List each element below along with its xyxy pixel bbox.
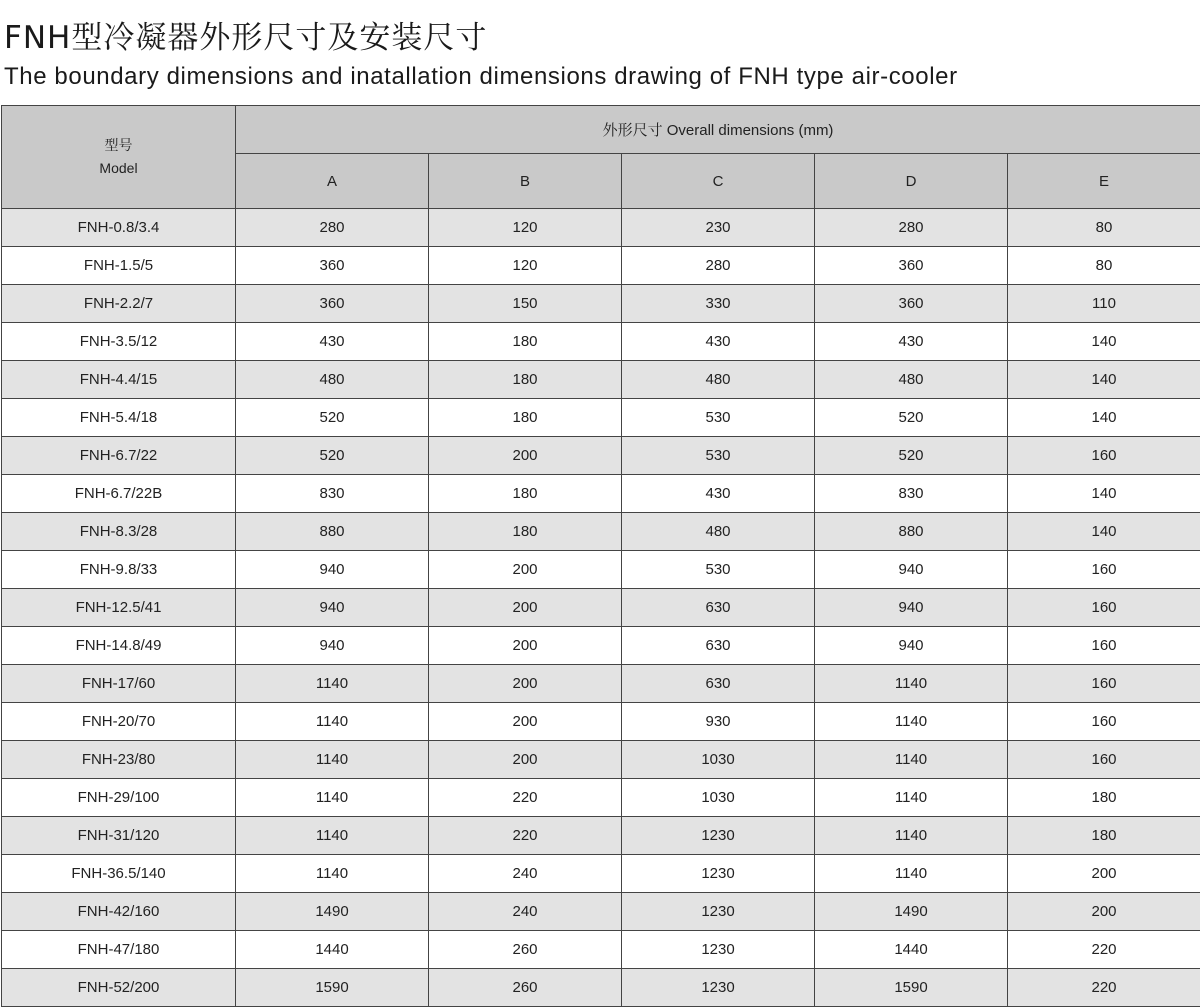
cell-model: FNH-9.8/33 (2, 551, 236, 589)
cell-c: 430 (622, 475, 815, 513)
table-row (2, 513, 1200, 551)
cell-e: 220 (1008, 931, 1200, 969)
cell-c: 280 (622, 247, 815, 285)
cell-model: FNH-20/70 (2, 703, 236, 741)
cell-e: 80 (1008, 247, 1200, 285)
cell-c: 330 (622, 285, 815, 323)
cell-a: 430 (236, 323, 429, 361)
table-row (2, 361, 1200, 399)
cell-a: 880 (236, 513, 429, 551)
header-col-b: B (429, 154, 622, 209)
cell-e: 110 (1008, 285, 1200, 323)
cell-c: 1030 (622, 779, 815, 817)
cell-d: 1590 (815, 969, 1008, 1007)
table-row (2, 285, 1200, 323)
cell-c: 930 (622, 703, 815, 741)
cell-d: 1490 (815, 893, 1008, 931)
cell-d: 360 (815, 247, 1008, 285)
cell-b: 200 (429, 703, 622, 741)
cell-c: 430 (622, 323, 815, 361)
cell-b: 200 (429, 741, 622, 779)
header-model (2, 106, 236, 209)
cell-c: 530 (622, 551, 815, 589)
cell-b: 200 (429, 437, 622, 475)
cell-d: 280 (815, 209, 1008, 247)
cell-e: 80 (1008, 209, 1200, 247)
cell-c: 1230 (622, 969, 815, 1007)
cell-d: 940 (815, 589, 1008, 627)
cell-model: FNH-6.7/22B (2, 475, 236, 513)
table-body (2, 209, 1200, 1007)
cell-d: 1440 (815, 931, 1008, 969)
cell-e: 140 (1008, 475, 1200, 513)
table-row (2, 323, 1200, 361)
table-row (2, 589, 1200, 627)
table-row (2, 399, 1200, 437)
cell-e: 160 (1008, 551, 1200, 589)
cell-model: FNH-42/160 (2, 893, 236, 931)
cell-a: 830 (236, 475, 429, 513)
cell-model: FNH-12.5/41 (2, 589, 236, 627)
cell-b: 200 (429, 665, 622, 703)
table-row (2, 931, 1200, 969)
table-row (2, 817, 1200, 855)
cell-model: FNH-8.3/28 (2, 513, 236, 551)
cell-b: 260 (429, 969, 622, 1007)
cell-a: 940 (236, 589, 429, 627)
cell-c: 230 (622, 209, 815, 247)
cell-model: FNH-29/100 (2, 779, 236, 817)
cell-c: 530 (622, 399, 815, 437)
cell-c: 1230 (622, 817, 815, 855)
cell-model: FNH-6.7/22 (2, 437, 236, 475)
cell-d: 1140 (815, 665, 1008, 703)
cell-d: 480 (815, 361, 1008, 399)
cell-a: 1140 (236, 741, 429, 779)
cell-model: FNH-47/180 (2, 931, 236, 969)
cell-c: 1230 (622, 931, 815, 969)
cell-model: FNH-3.5/12 (2, 323, 236, 361)
table-row (2, 627, 1200, 665)
cell-model: FNH-1.5/5 (2, 247, 236, 285)
table-row (2, 893, 1200, 931)
cell-b: 180 (429, 323, 622, 361)
header-model-en: Model (2, 157, 235, 179)
cell-a: 940 (236, 551, 429, 589)
cell-e: 140 (1008, 399, 1200, 437)
cell-e: 140 (1008, 323, 1200, 361)
cell-a: 1140 (236, 817, 429, 855)
cell-a: 1140 (236, 779, 429, 817)
table-row (2, 209, 1200, 247)
cell-c: 1030 (622, 741, 815, 779)
cell-a: 520 (236, 399, 429, 437)
cell-b: 240 (429, 893, 622, 931)
cell-e: 140 (1008, 361, 1200, 399)
cell-c: 480 (622, 361, 815, 399)
cell-b: 260 (429, 931, 622, 969)
cell-a: 360 (236, 285, 429, 323)
cell-e: 200 (1008, 855, 1200, 893)
cell-model: FNH-36.5/140 (2, 855, 236, 893)
cell-b: 120 (429, 247, 622, 285)
cell-c: 1230 (622, 855, 815, 893)
cell-d: 830 (815, 475, 1008, 513)
table-row (2, 665, 1200, 703)
cell-e: 160 (1008, 703, 1200, 741)
cell-e: 140 (1008, 513, 1200, 551)
cell-model: FNH-14.8/49 (2, 627, 236, 665)
cell-d: 1140 (815, 855, 1008, 893)
cell-a: 480 (236, 361, 429, 399)
page-title-cn: FNH型冷凝器外形尺寸及安装尺寸 (4, 18, 487, 58)
cell-a: 1140 (236, 703, 429, 741)
cell-e: 180 (1008, 779, 1200, 817)
cell-c: 630 (622, 589, 815, 627)
table-row (2, 779, 1200, 817)
cell-e: 160 (1008, 627, 1200, 665)
cell-b: 220 (429, 817, 622, 855)
cell-e: 220 (1008, 969, 1200, 1007)
cell-a: 360 (236, 247, 429, 285)
cell-c: 630 (622, 665, 815, 703)
table-row (2, 855, 1200, 893)
cell-e: 160 (1008, 665, 1200, 703)
cell-d: 360 (815, 285, 1008, 323)
cell-model: FNH-23/80 (2, 741, 236, 779)
table-row (2, 703, 1200, 741)
header-col-c: C (622, 154, 815, 209)
cell-d: 1140 (815, 817, 1008, 855)
cell-b: 180 (429, 399, 622, 437)
header-col-d: D (815, 154, 1008, 209)
cell-d: 940 (815, 551, 1008, 589)
cell-b: 180 (429, 475, 622, 513)
header-overall-dimensions: 外形尺寸 Overall dimensions (mm) (236, 106, 1200, 154)
cell-b: 240 (429, 855, 622, 893)
cell-d: 1140 (815, 703, 1008, 741)
table-row (2, 969, 1200, 1007)
cell-model: FNH-2.2/7 (2, 285, 236, 323)
header-col-a: A (236, 154, 429, 209)
table-row (2, 475, 1200, 513)
cell-a: 1440 (236, 931, 429, 969)
cell-c: 1230 (622, 893, 815, 931)
cell-d: 1140 (815, 779, 1008, 817)
cell-a: 280 (236, 209, 429, 247)
table-row (2, 741, 1200, 779)
cell-b: 180 (429, 513, 622, 551)
header-col-e: E (1008, 154, 1200, 209)
cell-e: 160 (1008, 741, 1200, 779)
cell-d: 880 (815, 513, 1008, 551)
cell-c: 530 (622, 437, 815, 475)
cell-a: 1140 (236, 855, 429, 893)
cell-e: 160 (1008, 589, 1200, 627)
cell-model: FNH-0.8/3.4 (2, 209, 236, 247)
cell-model: FNH-4.4/15 (2, 361, 236, 399)
cell-c: 630 (622, 627, 815, 665)
cell-b: 120 (429, 209, 622, 247)
cell-a: 1590 (236, 969, 429, 1007)
page-title-en: The boundary dimensions and inatallation dimensions drawing of FNH type air-cooler (4, 62, 958, 92)
cell-b: 200 (429, 589, 622, 627)
cell-model: FNH-31/120 (2, 817, 236, 855)
cell-a: 520 (236, 437, 429, 475)
cell-b: 150 (429, 285, 622, 323)
table-row (2, 247, 1200, 285)
table-row (2, 551, 1200, 589)
cell-b: 180 (429, 361, 622, 399)
header-model-cn: 型号 (2, 135, 235, 157)
cell-b: 220 (429, 779, 622, 817)
cell-e: 180 (1008, 817, 1200, 855)
cell-d: 520 (815, 437, 1008, 475)
cell-e: 160 (1008, 437, 1200, 475)
cell-d: 1140 (815, 741, 1008, 779)
cell-c: 480 (622, 513, 815, 551)
dimensions-table (1, 105, 1200, 1007)
cell-model: FNH-52/200 (2, 969, 236, 1007)
cell-d: 430 (815, 323, 1008, 361)
cell-b: 200 (429, 551, 622, 589)
cell-a: 940 (236, 627, 429, 665)
cell-model: FNH-5.4/18 (2, 399, 236, 437)
cell-a: 1140 (236, 665, 429, 703)
cell-a: 1490 (236, 893, 429, 931)
cell-b: 200 (429, 627, 622, 665)
cell-d: 940 (815, 627, 1008, 665)
cell-d: 520 (815, 399, 1008, 437)
cell-e: 200 (1008, 893, 1200, 931)
cell-model: FNH-17/60 (2, 665, 236, 703)
table-row (2, 437, 1200, 475)
